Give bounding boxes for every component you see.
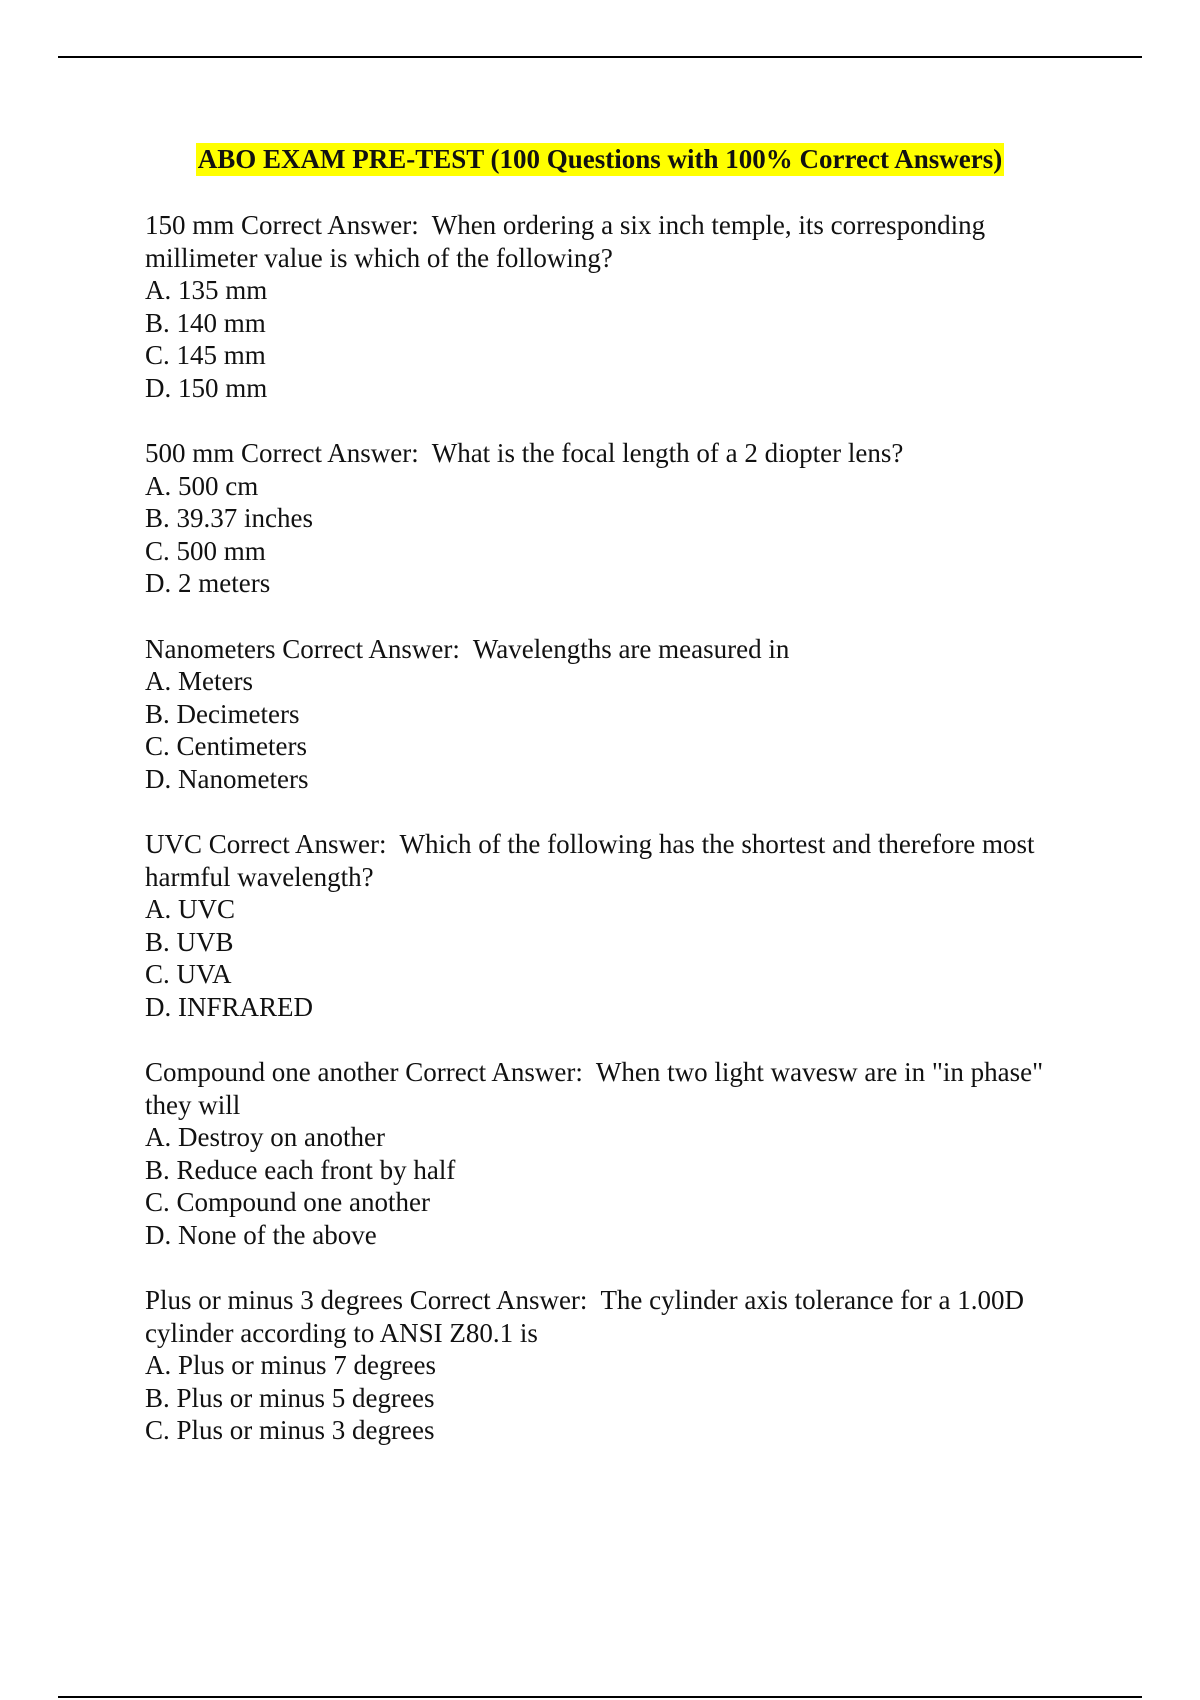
question-1-option-d: D. 150 mm: [145, 372, 268, 403]
question-5-option-c: C. Compound one another: [145, 1187, 430, 1217]
question-5-option-a: A. Destroy on another: [145, 1122, 385, 1152]
question-1-option-b: B. 140 mm: [145, 307, 266, 338]
question-5-option-b: B. Reduce each front by half: [145, 1154, 456, 1185]
question-1-line-1: 150 mm Correct Answer: When ordering a six inch temple, its corresponding: [145, 210, 986, 240]
question-3-line-1: Nanometers Correct Answer: Wavelengths are measured in: [145, 633, 790, 664]
question-4-line-2: harmful wavelength?: [145, 861, 374, 892]
question-1-option-a: A. 135 mm: [145, 275, 268, 305]
question-6-option-c: C. Plus or minus 3 degrees: [145, 1415, 435, 1445]
question-6-option-b: B. Plus or minus 5 degrees: [145, 1382, 435, 1413]
question-3-option-b: B. Decimeters: [145, 698, 300, 729]
question-block-2: [145, 437, 1105, 600]
question-2-option-b: B. 39.37 inches: [145, 503, 313, 533]
question-list: [145, 209, 1105, 1480]
question-1-option-c: C. 145 mm: [145, 340, 266, 370]
question-block-5: [145, 1056, 1105, 1251]
question-5-option-d: D. None of the above: [145, 1219, 377, 1250]
question-4-option-c: C. UVA: [145, 959, 232, 989]
question-4-option-b: B. UVB: [145, 926, 234, 957]
question-2-line-1: 500 mm Correct Answer: What is the focal length of a 2 diopter lens?: [145, 438, 904, 468]
footer-rule: [58, 1696, 1142, 1698]
question-6-option-a: A. Plus or minus 7 degrees: [145, 1350, 436, 1380]
question-3-option-c: C. Centimeters: [145, 731, 307, 761]
question-5-line-2: they will: [145, 1089, 241, 1120]
question-block-4: [145, 828, 1105, 1023]
question-block-1: [145, 209, 1105, 404]
question-1-line-2: millimeter value is which of the following?: [145, 242, 613, 273]
question-3-option-d: D. Nanometers: [145, 763, 309, 794]
question-4-option-a: A. UVC: [145, 894, 236, 924]
question-4-option-d: D. INFRARED: [145, 991, 314, 1022]
question-block-3: [145, 633, 1105, 796]
question-5-line-1: Compound one another Correct Answer: When two light wavesw are in "in phase": [145, 1057, 1044, 1087]
document-title: ABO EXAM PRE-TEST (100 Questions with 100% Correct Answers): [197, 144, 1003, 174]
title-container: [0, 143, 1200, 176]
question-2-option-c: C. 500 mm: [145, 535, 266, 566]
question-block-6: [145, 1284, 1105, 1447]
question-2-option-d: D. 2 meters: [145, 568, 271, 598]
question-2-option-a: A. 500 cm: [145, 470, 259, 501]
question-6-line-1: Plus or minus 3 degrees Correct Answer: The cylinder axis tolerance for a 1.00D: [145, 1285, 1025, 1315]
header-rule: [58, 56, 1142, 58]
question-6-line-2: cylinder according to ANSI Z80.1 is: [145, 1317, 538, 1348]
question-4-line-1: UVC Correct Answer: Which of the following has the shortest and therefore most: [145, 829, 1035, 859]
question-3-option-a: A. Meters: [145, 666, 253, 696]
